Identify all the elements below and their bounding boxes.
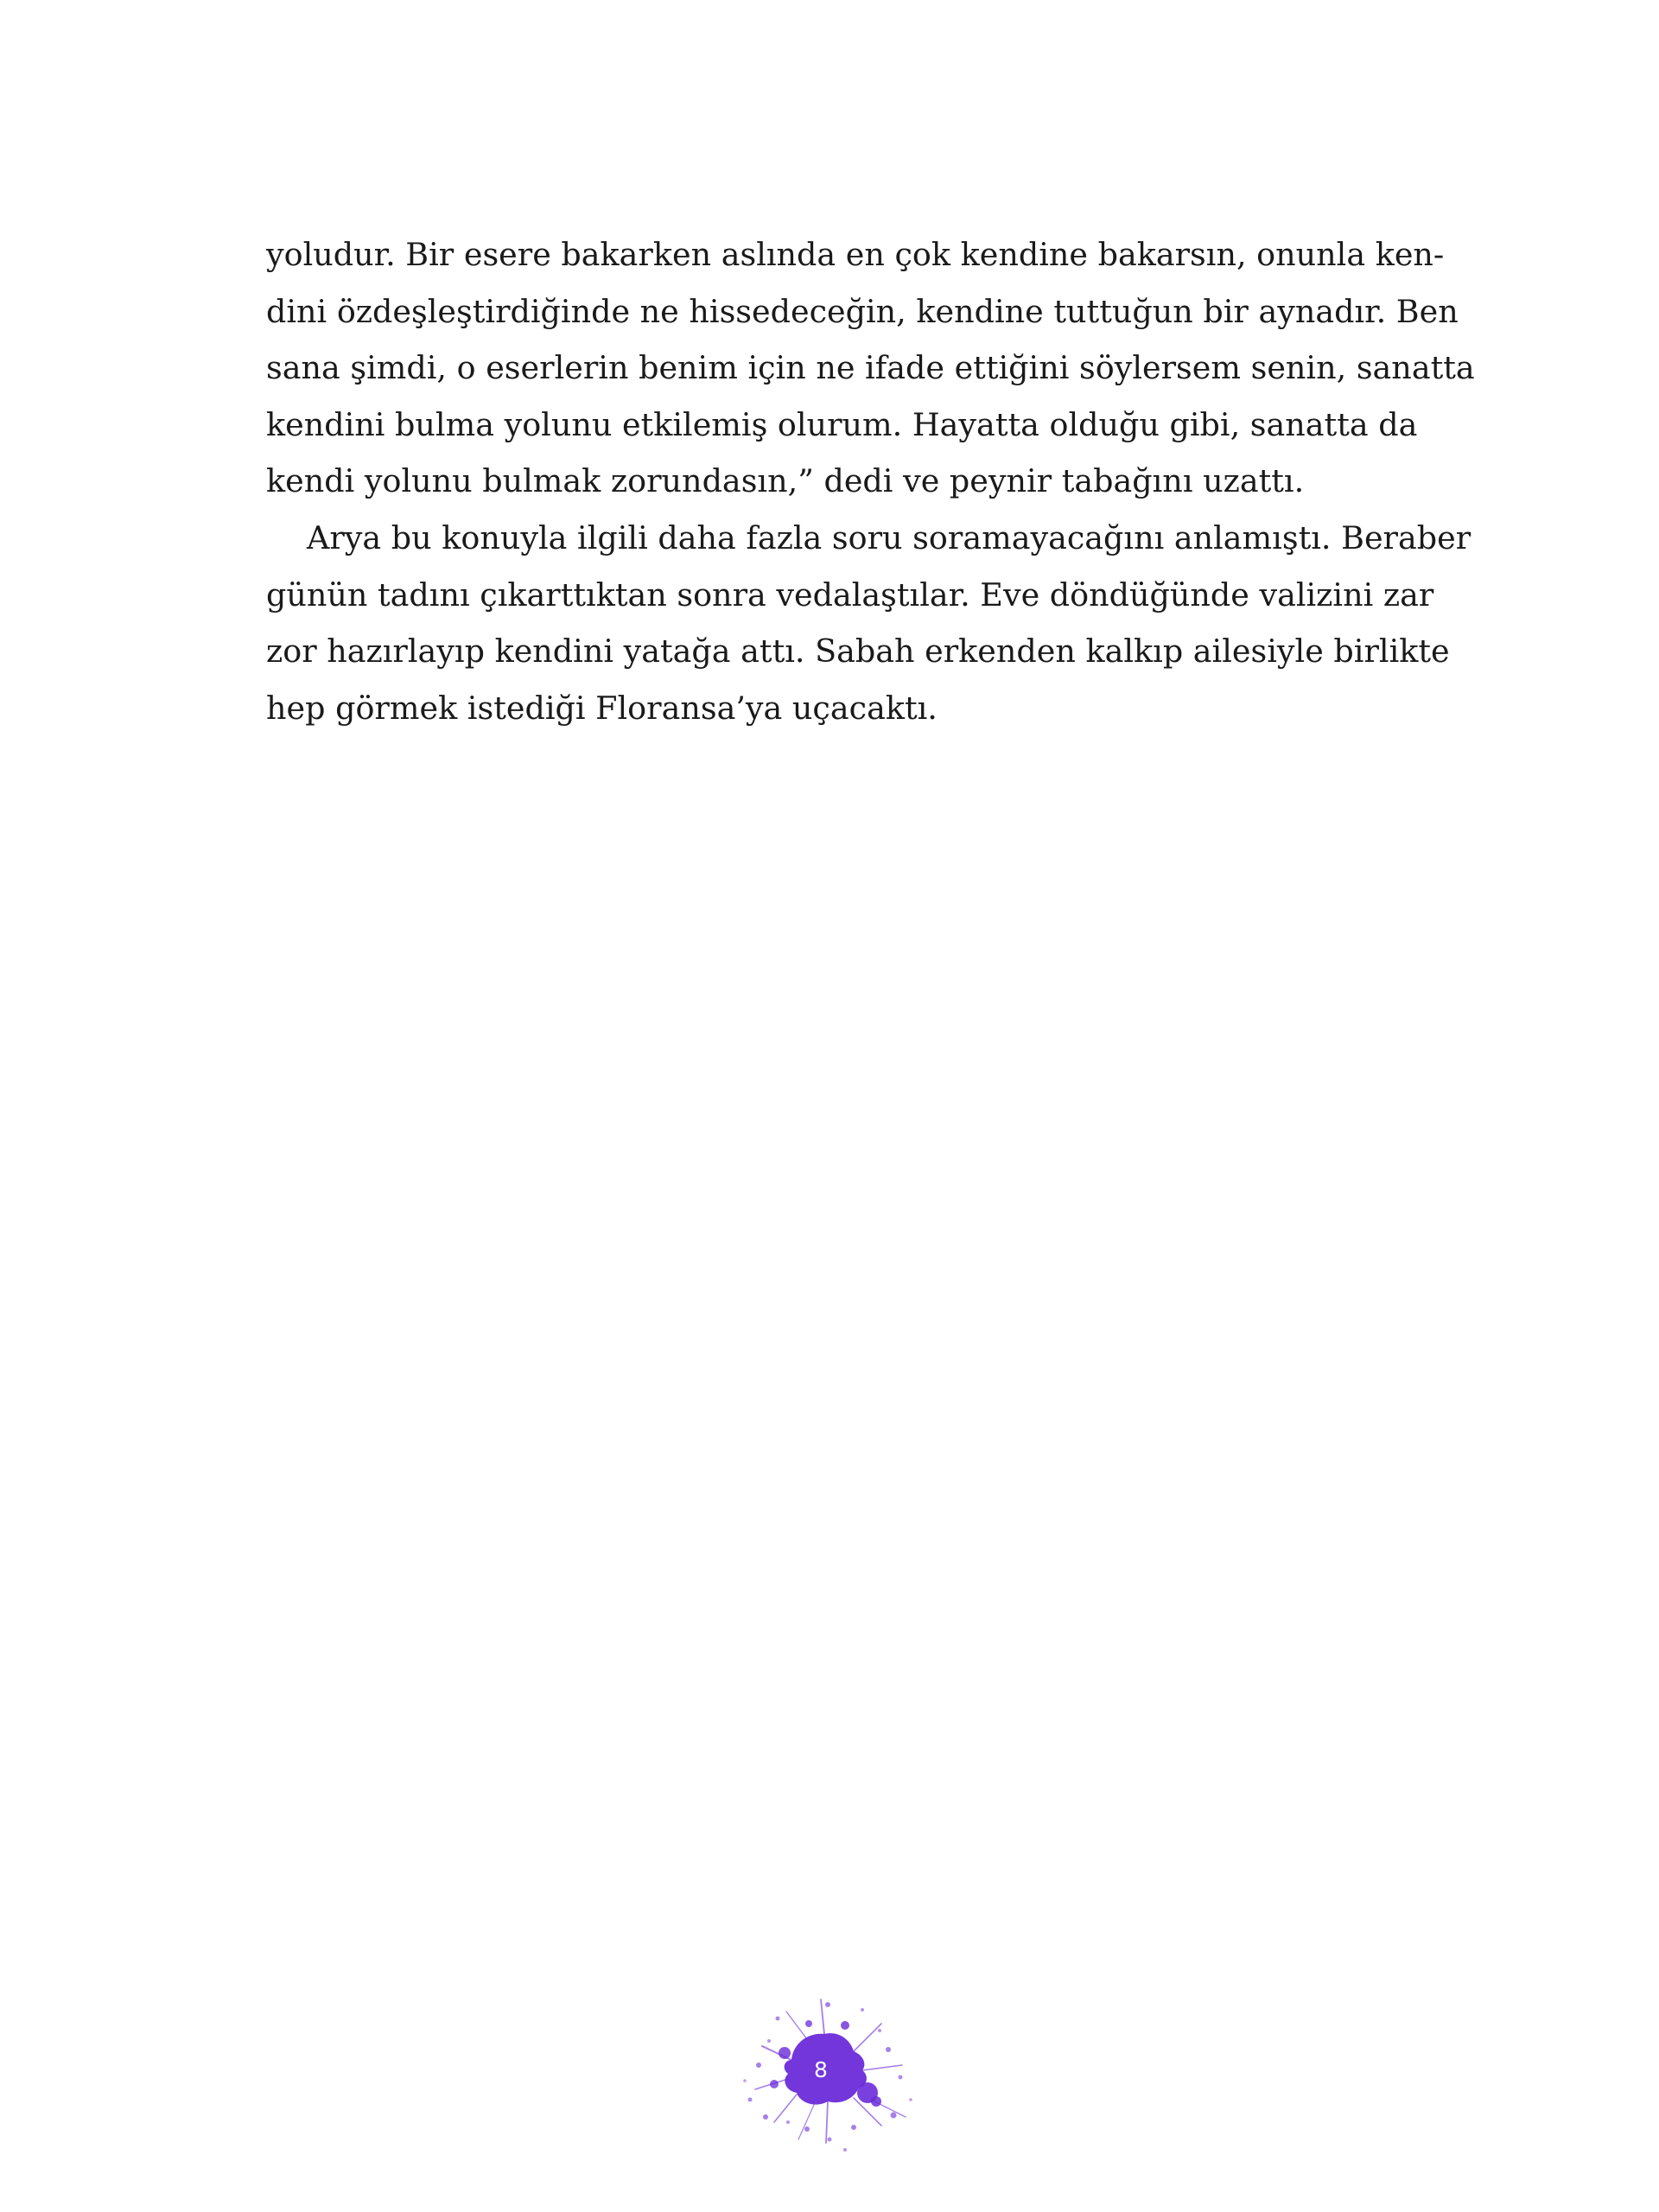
text-line: günün tadını çıkarttıktan sonra vedalaştılar. Eve döndüğünde valizini zar	[266, 575, 1434, 613]
text-line: hep görmek istediği Floransa’ya uçacaktı.	[266, 689, 938, 727]
text-line: yoludur. Bir esere bakarken aslında en çok kendine bakarsın, onunla ken-	[266, 236, 1445, 273]
text-line: sana şimdi, o eserlerin benim için ne ifade ettiğini söylersem senin, sanatta	[266, 349, 1475, 387]
page-number: 8	[814, 2057, 828, 2082]
paragraph-1	[266, 226, 1475, 510]
page-number-badge	[724, 1970, 931, 2177]
text-line: dini özdeşleştirdiğinde ne hissedeceğin, kendine tuttuğun bir aynadır. Ben	[266, 292, 1459, 330]
text-line: kendini bulma yolunu etkilemiş olurum. Hayatta olduğu gibi, sanatta da	[266, 405, 1418, 443]
paragraph-2	[266, 510, 1471, 736]
text-line: Arya bu konuyla ilgili daha fazla soru soramayacağını anlamıştı. Beraber	[307, 518, 1471, 556]
text-line: kendi yolunu bulmak zorundasın,” dedi ve peynir tabağını uzattı.	[266, 462, 1305, 500]
text-line: zor hazırlayıp kendini yatağa attı. Sabah erkenden kalkıp ailesiyle birlikte	[266, 632, 1450, 671]
body-text	[266, 226, 1475, 736]
